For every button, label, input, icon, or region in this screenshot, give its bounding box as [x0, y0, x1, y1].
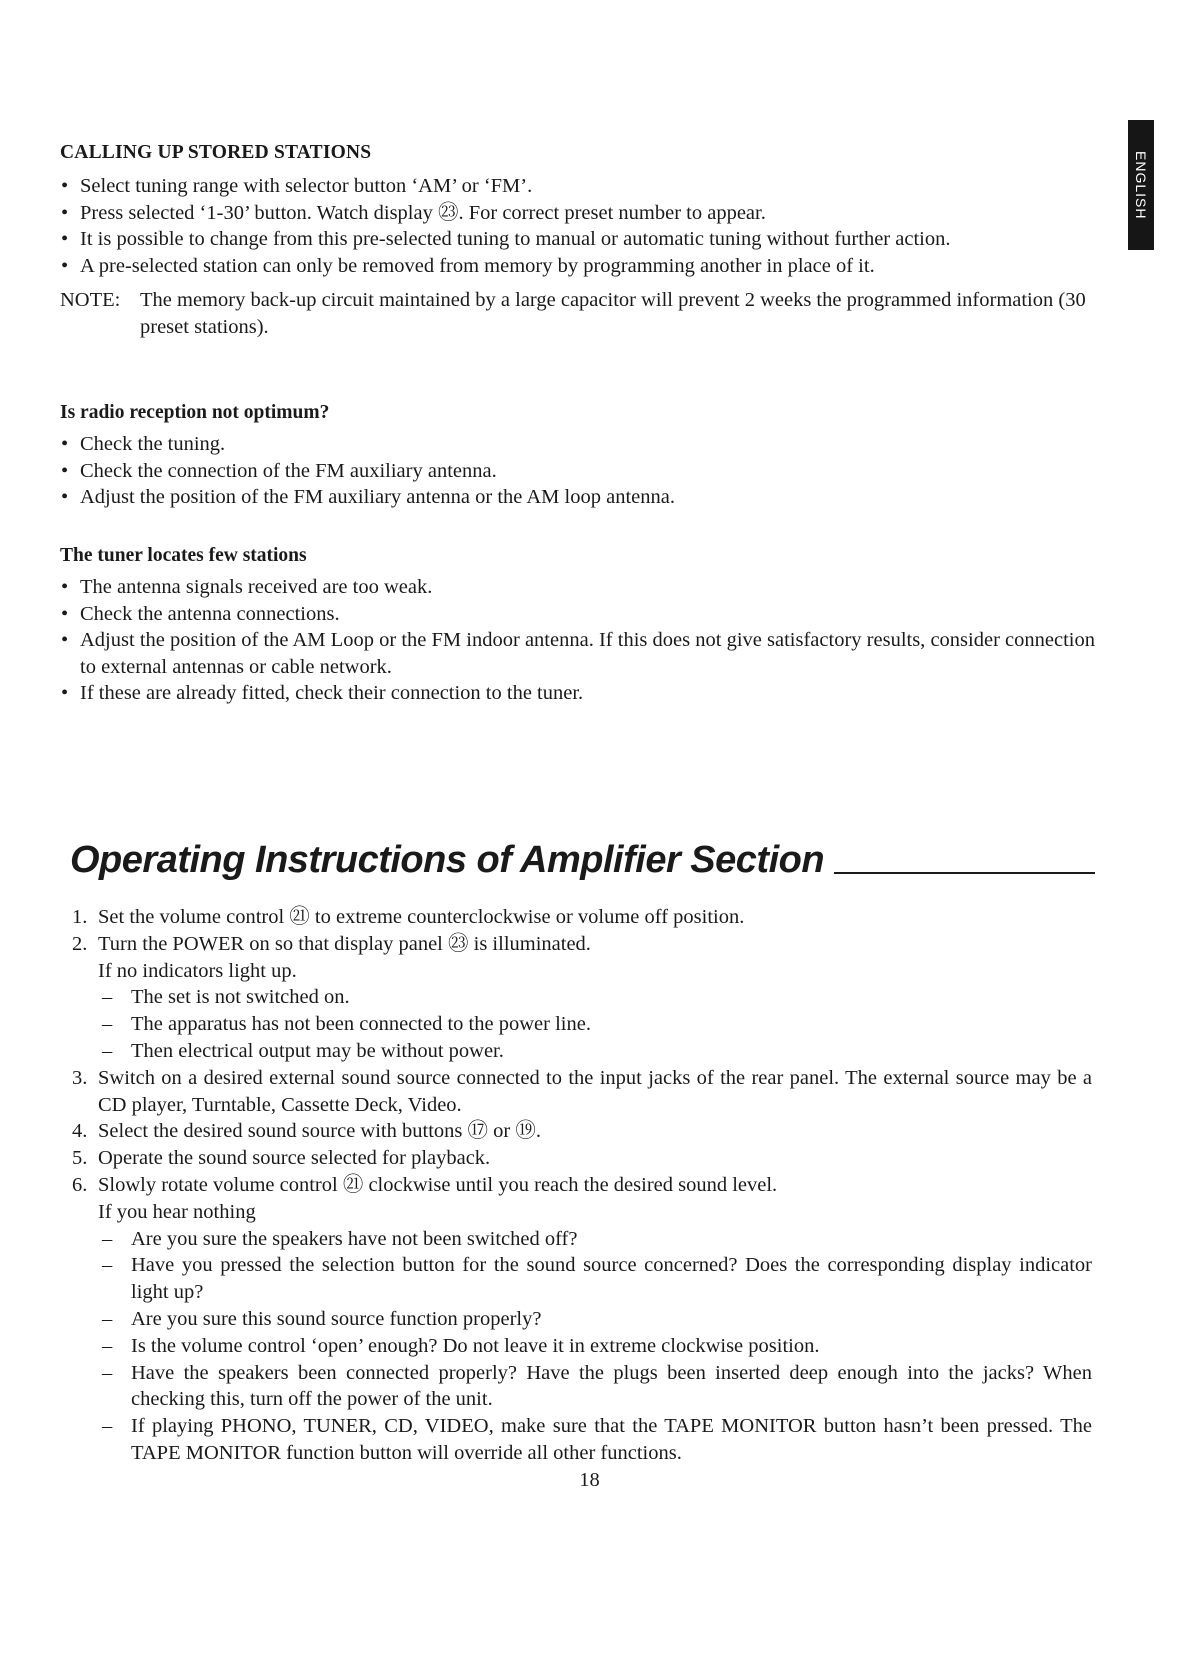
step-subtext: If you hear nothing	[98, 1200, 256, 1223]
dash-item: – The set is not switched on.	[98, 984, 1092, 1011]
amplifier-steps	[60, 904, 1092, 1467]
heading-rule	[834, 872, 1095, 874]
reception-bullet-list	[60, 431, 1095, 511]
language-tab: ENGLISH	[1128, 120, 1154, 250]
list-item: • If these are already fitted, check their connection to the tuner.	[60, 680, 1095, 707]
dash-item: – The apparatus has not been connected to the power line.	[98, 1011, 1092, 1038]
step-text: Slowly rotate volume control ㉑ clockwise until you reach the desired sound level.	[98, 1173, 778, 1196]
step-number: 1.	[72, 906, 88, 928]
amplifier-heading: Operating Instructions of Amplifier Section	[70, 839, 825, 881]
step-item	[60, 1065, 1092, 1119]
amplifier-section	[60, 904, 1092, 1467]
step-number: 5.	[72, 1147, 88, 1170]
dash-item: – Is the volume control ‘open’ enough? Do not leave it in extreme clockwise position.	[98, 1333, 1092, 1360]
note-text: The memory back-up circuit maintained by a large capacitor will prevent 2 weeks the programmed information (30 preset stations).	[140, 289, 1086, 338]
list-item: • The antenna signals received are too weak.	[60, 574, 1095, 601]
dash-item: – If playing PHONO, TUNER, CD, VIDEO, make sure that the TAPE MONITOR button hasn’t been pressed. The TAPE MONITOR function button will override all other functions.	[98, 1413, 1092, 1467]
step-number: 4.	[72, 1120, 88, 1143]
step-text: Switch on a desired external sound source connected to the input jacks of the rear panel. The external source may be a CD player, Turntable, Cassette Deck, Video.	[98, 1066, 1092, 1116]
calling-section	[60, 141, 1095, 341]
list-item: • Press selected ‘1-30’ button. Watch display ㉓. For correct preset number to appear.	[60, 200, 1095, 227]
step-item	[60, 1172, 1092, 1467]
tuner-section	[60, 544, 1095, 707]
step-item	[60, 1145, 1092, 1172]
tuner-bullet-list	[60, 574, 1095, 707]
calling-heading: CALLING UP STORED STATIONS	[60, 142, 372, 163]
step-item	[60, 904, 1092, 931]
dash-item: – Have you pressed the selection button for the sound source concerned? Does the corresponding display indicator light up?	[98, 1252, 1092, 1306]
list-item: • A pre-selected station can only be removed from memory by programming another in place of it.	[60, 253, 1095, 280]
list-item: • Check the tuning.	[60, 431, 1095, 458]
step-text: Select the desired sound source with buttons ⑰ or ⑲.	[98, 1120, 541, 1143]
step-subtext: If no indicators light up.	[98, 959, 297, 982]
note	[60, 287, 1095, 341]
amplifier-heading-row	[70, 838, 1095, 882]
dash-item: – Have the speakers been connected properly? Have the plugs been inserted deep enough into the jacks? When checking this, turn off the power of the unit.	[98, 1360, 1092, 1414]
tuner-heading: The tuner locates few stations	[60, 545, 307, 566]
note-label: NOTE:	[60, 289, 121, 311]
calling-bullet-list	[60, 173, 1095, 279]
list-item: • Adjust the position of the FM auxiliary antenna or the AM loop antenna.	[60, 484, 1095, 511]
list-item: • Select tuning range with selector button ‘AM’ or ‘FM’.	[60, 173, 1095, 200]
step-item	[60, 931, 1092, 1065]
dash-item: – Are you sure the speakers have not been switched off?	[98, 1226, 1092, 1253]
step-text: Turn the POWER on so that display panel ㉓ is illuminated.	[98, 932, 591, 955]
list-item: • Check the antenna connections.	[60, 601, 1095, 628]
reception-heading: Is radio reception not optimum?	[60, 402, 330, 423]
step-text: Operate the sound source selected for playback.	[98, 1147, 491, 1170]
step-item	[60, 1118, 1092, 1145]
list-item: • Adjust the position of the AM Loop or the FM indoor antenna. If this does not give satisfactory results, consider connection to external antennas or cable network.	[60, 627, 1095, 680]
list-item: • Check the connection of the FM auxiliary antenna.	[60, 458, 1095, 485]
list-item: • It is possible to change from this pre-selected tuning to manual or automatic tuning without further action.	[60, 226, 1095, 253]
step-number: 2.	[72, 932, 88, 955]
step-number: 6.	[72, 1173, 88, 1196]
page-number: 18	[579, 1469, 600, 1491]
reception-section	[60, 401, 1095, 511]
dash-item: – Are you sure this sound source function properly?	[98, 1306, 1092, 1333]
dash-list	[98, 984, 1092, 1064]
dash-list	[98, 1226, 1092, 1467]
step-text: Set the volume control ㉑ to extreme counterclockwise or volume off position.	[98, 906, 745, 928]
step-number: 3.	[72, 1066, 88, 1089]
dash-item: – Then electrical output may be without power.	[98, 1038, 1092, 1065]
